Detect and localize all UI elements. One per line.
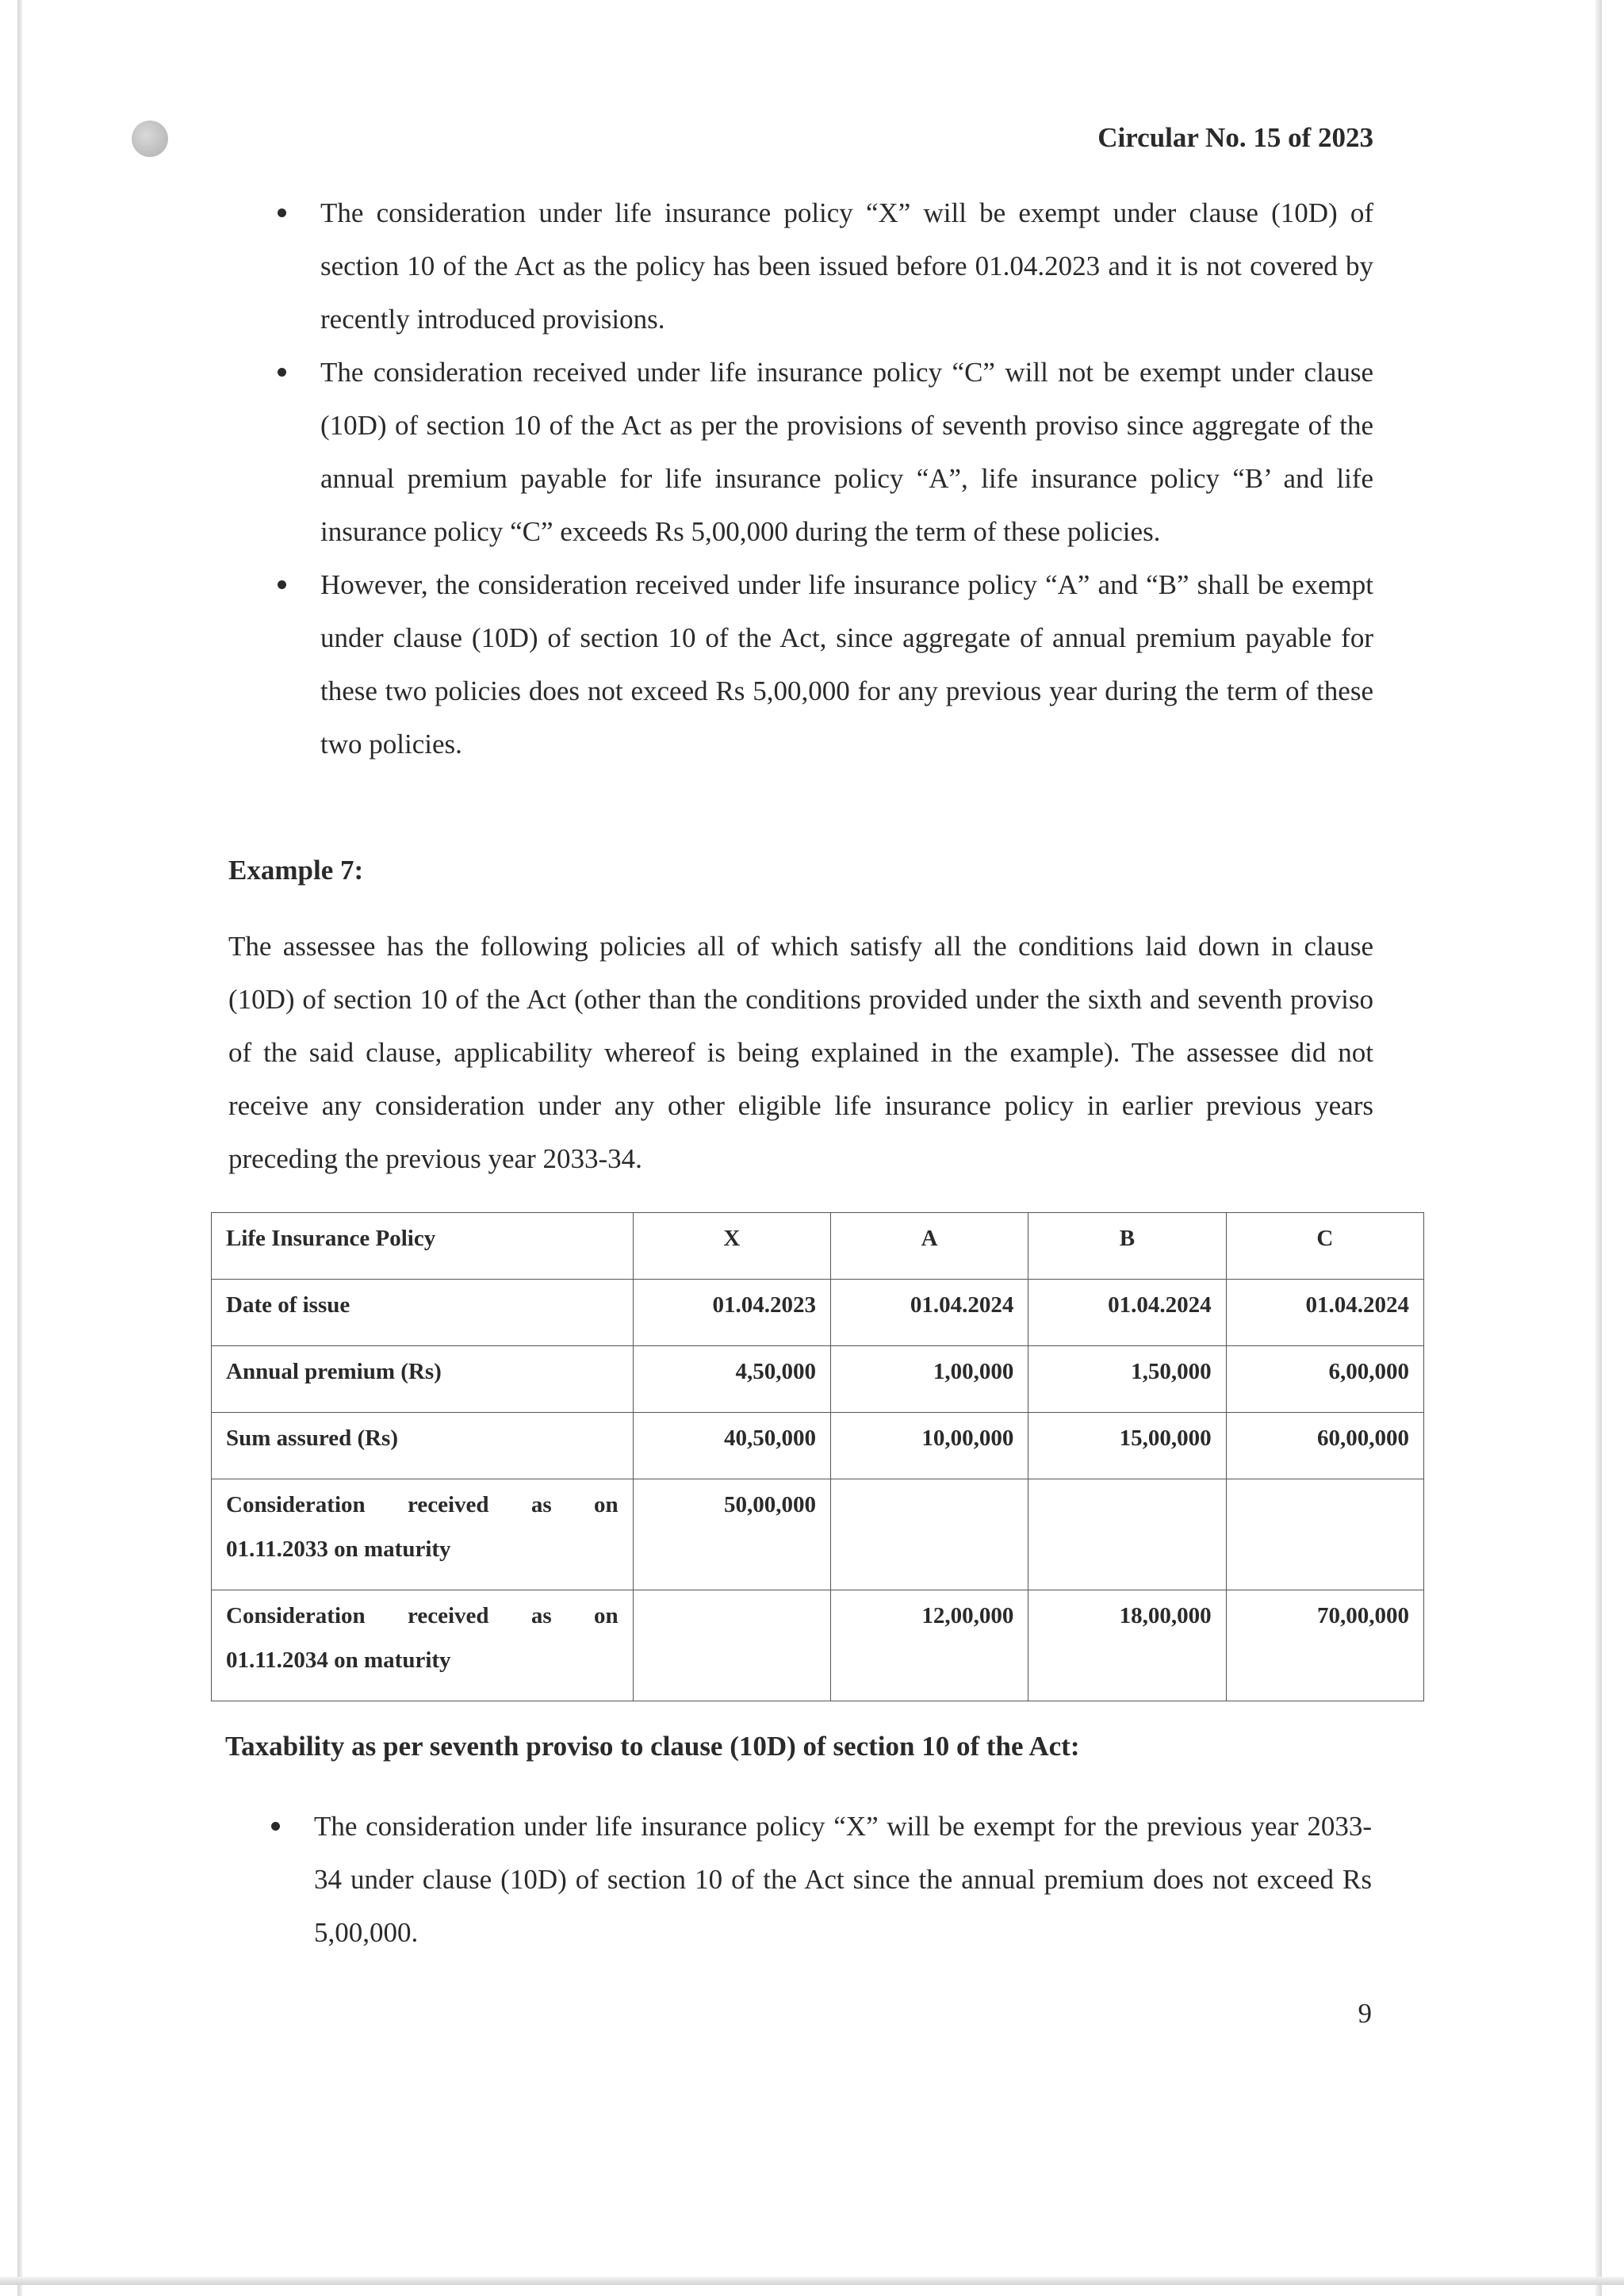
- table-cell: 1,00,000: [831, 1346, 1028, 1413]
- bullet-text: The consideration received under life insurance policy “C” will not be exempt under clause (10D) of section 10 of the Act as per the provisions of seventh proviso since aggregate of the annual premium payable for life insurance policy “A”, life insurance policy “B’ and life insurance policy “C” exceeds Rs 5,00,000 during the term of these policies.: [320, 357, 1373, 547]
- cell-word: as: [530, 1603, 552, 1628]
- table-row: [212, 1346, 1424, 1413]
- bullet-text: However, the consideration received under life insurance policy “A” and “B” shall be exempt under clause (10D) of section 10 of the Act, since aggregate of annual premium payable for these two policies does not exceed Rs 5,00,000 for any previous year during the term of these two policies.: [320, 569, 1373, 760]
- cell-line: 01.11.2034 on maturity: [226, 1647, 451, 1673]
- bullet-dot: [278, 368, 286, 377]
- table-cell: 1,50,000: [1028, 1346, 1226, 1413]
- table-row: [212, 1413, 1424, 1479]
- table-header-cell: A: [831, 1213, 1028, 1280]
- table-cell: 01.04.2023: [633, 1280, 830, 1346]
- cell-word: received: [408, 1492, 489, 1517]
- bottom-bullet-list: [224, 1800, 1372, 1959]
- bullet-item: [224, 1800, 1372, 1959]
- table-cell: 01.04.2024: [1028, 1280, 1226, 1346]
- top-bullet-list: [230, 186, 1373, 771]
- cell-line: [226, 1594, 619, 1638]
- table-cell: 70,00,000: [1226, 1590, 1423, 1701]
- table-header-cell: Life Insurance Policy: [212, 1213, 634, 1280]
- table-cell: 60,00,000: [1226, 1413, 1423, 1479]
- table-cell: 10,00,000: [831, 1413, 1028, 1479]
- bullet-dot: [271, 1822, 280, 1831]
- table-cell: Annual premium (Rs): [212, 1346, 634, 1413]
- table-cell: 15,00,000: [1028, 1413, 1226, 1479]
- cell-word: on: [594, 1492, 619, 1517]
- page-edge-right: [1595, 0, 1602, 2296]
- table-cell: [212, 1479, 634, 1590]
- example-paragraph: The assessee has the following policies all of which satisfy all the conditions laid down in clause (10D) of section 10 of the Act (other than the conditions provided under the sixth and seventh proviso of the said clause, applicability whereof is being explained in the example). The assessee did not receive any consideration under any other eligible life insurance policy in earlier previous years preceding the previous year 2033-34.: [228, 931, 1373, 1174]
- page-edge-left: [17, 0, 22, 2296]
- table-cell: 01.04.2024: [1226, 1280, 1423, 1346]
- table-cell: 18,00,000: [1028, 1590, 1226, 1701]
- punch-hole-mark: [132, 121, 168, 157]
- cell-word: received: [408, 1603, 489, 1628]
- bullet-item: [230, 346, 1373, 558]
- page-number: 9: [1358, 1998, 1372, 2029]
- table-cell: 12,00,000: [831, 1590, 1028, 1701]
- cell-word: as: [530, 1492, 552, 1517]
- example-heading: Example 7:: [228, 855, 364, 886]
- table-cell: [1028, 1479, 1226, 1590]
- table-cell: [633, 1590, 830, 1701]
- bullet-item: [230, 186, 1373, 346]
- cell-line: 01.11.2033 on maturity: [226, 1536, 451, 1562]
- table-row: [212, 1280, 1424, 1346]
- page-edge-bottom: [0, 2277, 1624, 2285]
- bullet-text: The consideration under life insurance policy “X” will be exempt under clause (10D) of section 10 of the Act as the policy has been issued before 01.04.2023 and it is not covered by recently introduced provisions.: [320, 197, 1373, 335]
- bullet-item: [230, 558, 1373, 771]
- bullet-dot: [278, 209, 286, 217]
- table-cell: 40,50,000: [633, 1413, 830, 1479]
- table-row: [212, 1590, 1424, 1701]
- table-header-row: [212, 1213, 1424, 1280]
- table-cell: 6,00,000: [1226, 1346, 1423, 1413]
- circular-number: Circular No. 15 of 2023: [1097, 122, 1373, 153]
- table-cell: [831, 1479, 1028, 1590]
- taxability-heading: Taxability as per seventh proviso to clause (10D) of section 10 of the Act:: [225, 1731, 1080, 1762]
- table-cell: [1226, 1479, 1423, 1590]
- table-cell: 01.04.2024: [831, 1280, 1028, 1346]
- table-cell: [212, 1590, 634, 1701]
- bullet-dot: [278, 580, 286, 589]
- cell-line: [226, 1483, 619, 1527]
- cell-word: Consideration: [226, 1603, 366, 1628]
- table-cell: Date of issue: [212, 1280, 634, 1346]
- table-cell: 4,50,000: [633, 1346, 830, 1413]
- table-header-cell: B: [1028, 1213, 1226, 1280]
- cell-word: on: [594, 1603, 619, 1628]
- table-row: [212, 1479, 1424, 1590]
- policy-table: [211, 1212, 1424, 1701]
- bullet-text: The consideration under life insurance policy “X” will be exempt for the previous year 2033-34 under clause (10D) of section 10 of the Act since the annual premium does not exceed Rs 5,00,000.: [314, 1811, 1372, 1948]
- cell-word: Consideration: [226, 1492, 366, 1517]
- table-cell: 50,00,000: [633, 1479, 830, 1590]
- table-header-cell: X: [633, 1213, 830, 1280]
- table-header-cell: C: [1226, 1213, 1423, 1280]
- table-cell: Sum assured (Rs): [212, 1413, 634, 1479]
